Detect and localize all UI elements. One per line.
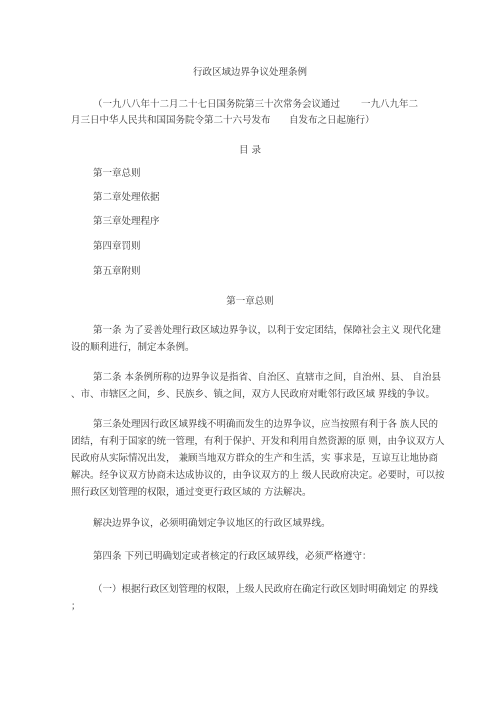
preamble-line-2a: 月三日中华人民共和国国务院令第二十六号发布 [71, 115, 271, 126]
article-3-line: 解决。经争议双方协商未达成协议的，由争议双方的上 级人民政府决定。必要时，可以按 [71, 470, 445, 481]
toc-heading: 目 录 [238, 145, 262, 156]
chapter-heading: 第一章总则 [226, 296, 274, 307]
article-3-line: 照行政区划管理的权限，通过变更行政区域的 方法解决。 [71, 487, 312, 498]
toc-item: 第四章罚则 [93, 241, 141, 252]
article-1-line: 第一条 为了妥善处理行政区域边界争议，以利于安定团结，保障社会主义 现代化建 [93, 325, 442, 336]
preamble-line-1a: （一九八八年十二月二十七日国务院第三十次常务会议通过 [93, 99, 341, 110]
toc-item: 第二章处理依据 [93, 192, 160, 203]
preamble-line-2b: 自发布之日起施行） [289, 115, 375, 126]
preamble-line-1b: 一九八九年二 [361, 99, 419, 110]
article-2-line: 第二条 本条例所称的边界争议是指省、自治区、直辖市之间，自治州、县、 自治县 [93, 372, 442, 383]
toc-item: 第三章处理程序 [93, 216, 160, 227]
toc-item: 第五章附则 [93, 266, 141, 277]
article-2-line: 、市、市辖区之间，乡、民族乡、镇之间，双方人民政府对毗邻行政区域 界线的争议。 [71, 389, 436, 400]
article-4-item-line: （一）根据行政区划管理的权限，上级人民政府在确定行政区划时明确划定 的界线 [93, 584, 439, 595]
article-3-line: 团结，有利于国家的统一管理，有利于保护、开发和利用自然资源的原 则，由争议双方人 [71, 436, 445, 447]
toc-item: 第一章总则 [93, 168, 141, 179]
article-4-line: 第四条 下列已明确划定或者核定的行政区域界线，必须严格遵守： [93, 551, 372, 562]
article-3-para-2: 解决边界争议，必须明确划定争议地区的行政区域界线。 [93, 518, 331, 529]
article-3-line: 民政府从实际情况出发， 兼顾当地双方群众的生产和生活，实 事求是，互谅互让地协商 [71, 453, 439, 464]
article-4-item-line: ； [71, 601, 81, 612]
article-3-line: 第三条处理因行政区域界线不明确而发生的边界争议，应当按照有利于各 族人民的 [93, 419, 439, 430]
article-1-line: 设的顺利进行，制定本条例。 [71, 342, 195, 353]
document-title: 行政区域边界争议处理条例 [192, 67, 307, 78]
